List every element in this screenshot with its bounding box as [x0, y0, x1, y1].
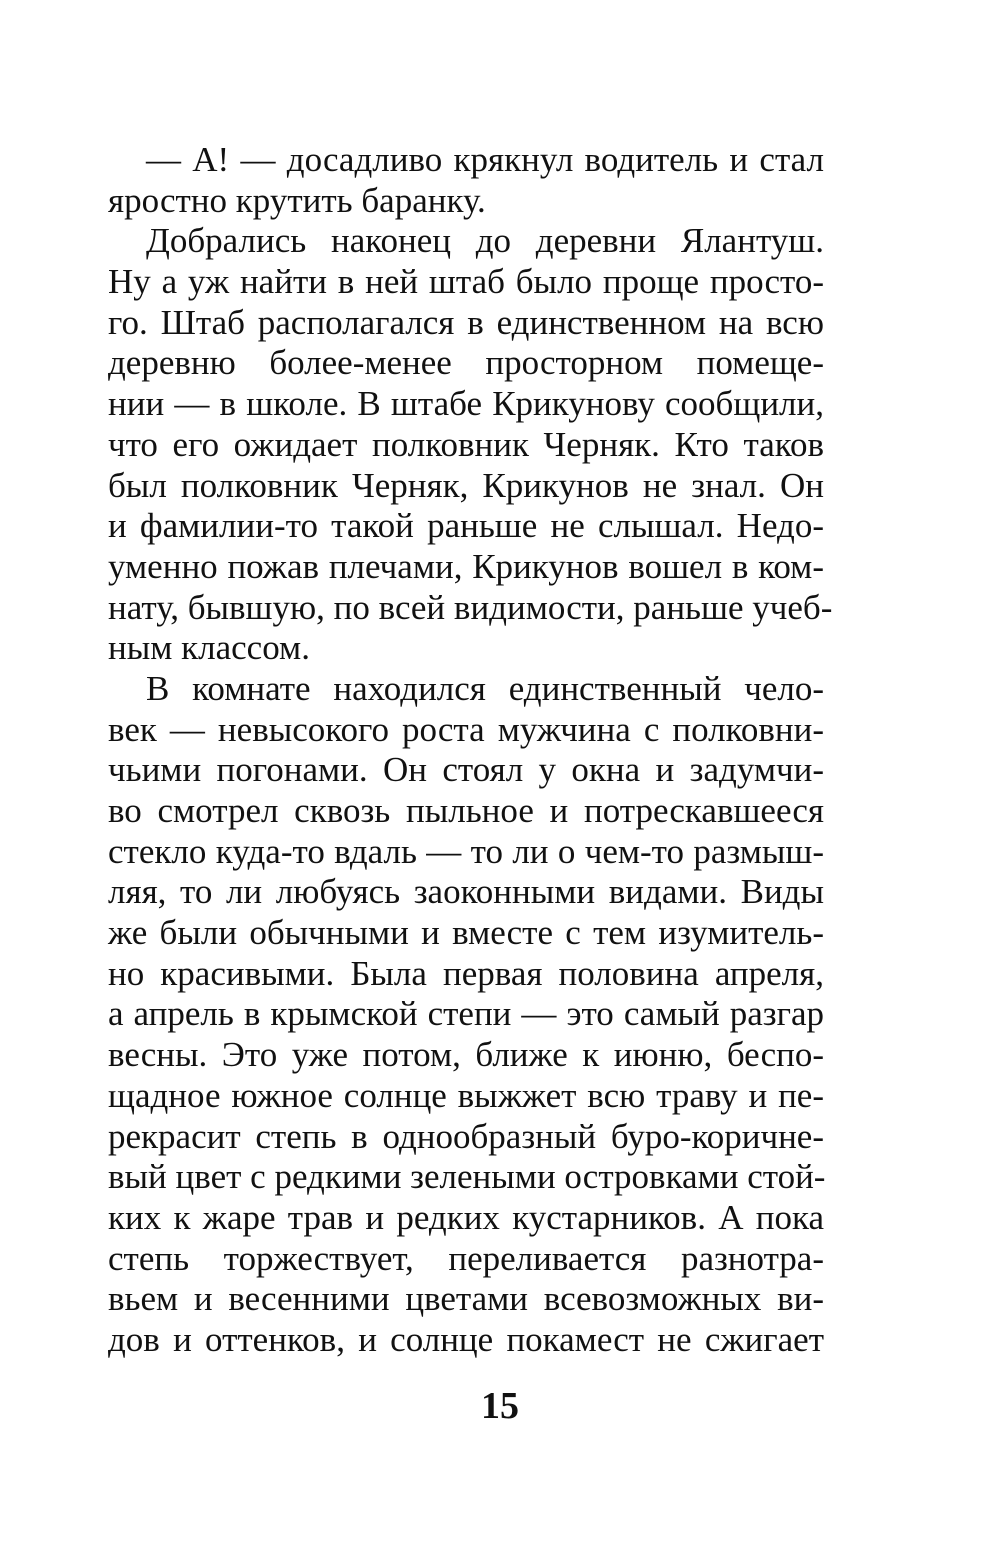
- text-line: Добрались наконец до деревни Ялантуш.: [146, 221, 824, 261]
- text-line: вьем и весенними цветами всевозможных ви-: [108, 1279, 824, 1319]
- text-line: но красивыми. Была первая половина апреля,: [108, 953, 824, 993]
- text-line: и фамилии-то такой раньше не слышал. Недо-: [108, 506, 824, 546]
- text-line: Ну а уж найти в ней штаб было проще просто-: [108, 262, 824, 302]
- page-number: 15: [481, 1385, 519, 1427]
- text-line: же были обычными и вместе с тем изумитель-: [108, 913, 824, 953]
- text-line: стекло куда-то вдаль — то ли о чем-то размыш-: [108, 831, 824, 871]
- text-line: уменно пожав плечами, Крикунов вошел в ком-: [108, 546, 824, 586]
- text-line: дов и оттенков, и солнце покамест не сжигает: [108, 1319, 824, 1359]
- body-text: [108, 140, 833, 1361]
- text-line: В комнате находился единственный чело-: [146, 668, 824, 708]
- text-line: весны. Это уже потом, ближе к июню, беспо-: [108, 1035, 824, 1075]
- text-line: яростно крутить баранку.: [108, 180, 486, 220]
- text-line: век — невысокого роста мужчина с полковни-: [108, 709, 824, 749]
- text-line: нату, бывшую, по всей видимости, раньше учеб-: [108, 587, 833, 627]
- text-line: вый цвет с редкими зелеными островками стой-: [108, 1157, 826, 1197]
- text-line: степь торжествует, переливается разнотра-: [108, 1238, 824, 1278]
- text-line: ляя, то ли любуясь заоконными видами. Виды: [108, 872, 824, 912]
- text-line: что его ожидает полковник Черняк. Кто таков: [108, 424, 824, 464]
- text-line: ным классом.: [108, 628, 310, 668]
- text-line: нии — в школе. В штабе Крикунову сообщили,: [108, 384, 824, 424]
- text-line: чьими погонами. Он стоял у окна и задумчи-: [108, 750, 824, 790]
- text-line: деревню более-менее просторном помеще-: [108, 343, 824, 383]
- text-line: щадное южное солнце выжжет всю траву и пе-: [108, 1075, 824, 1115]
- text-line: ких к жаре трав и редких кустарников. А пока: [108, 1197, 824, 1237]
- text-line: а апрель в крымской степи — это самый разгар: [108, 994, 824, 1034]
- text-line: го. Штаб располагался в единственном на всю: [108, 302, 824, 342]
- text-line: рекрасит степь в однообразный буро-коричне-: [108, 1116, 824, 1156]
- text-line: во смотрел сквозь пыльное и потрескавшееся: [108, 791, 824, 830]
- text-line: был полковник Черняк, Крикунов не знал. Он: [108, 465, 824, 505]
- text-line: — А! — досадливо крякнул водитель и стал: [146, 140, 824, 179]
